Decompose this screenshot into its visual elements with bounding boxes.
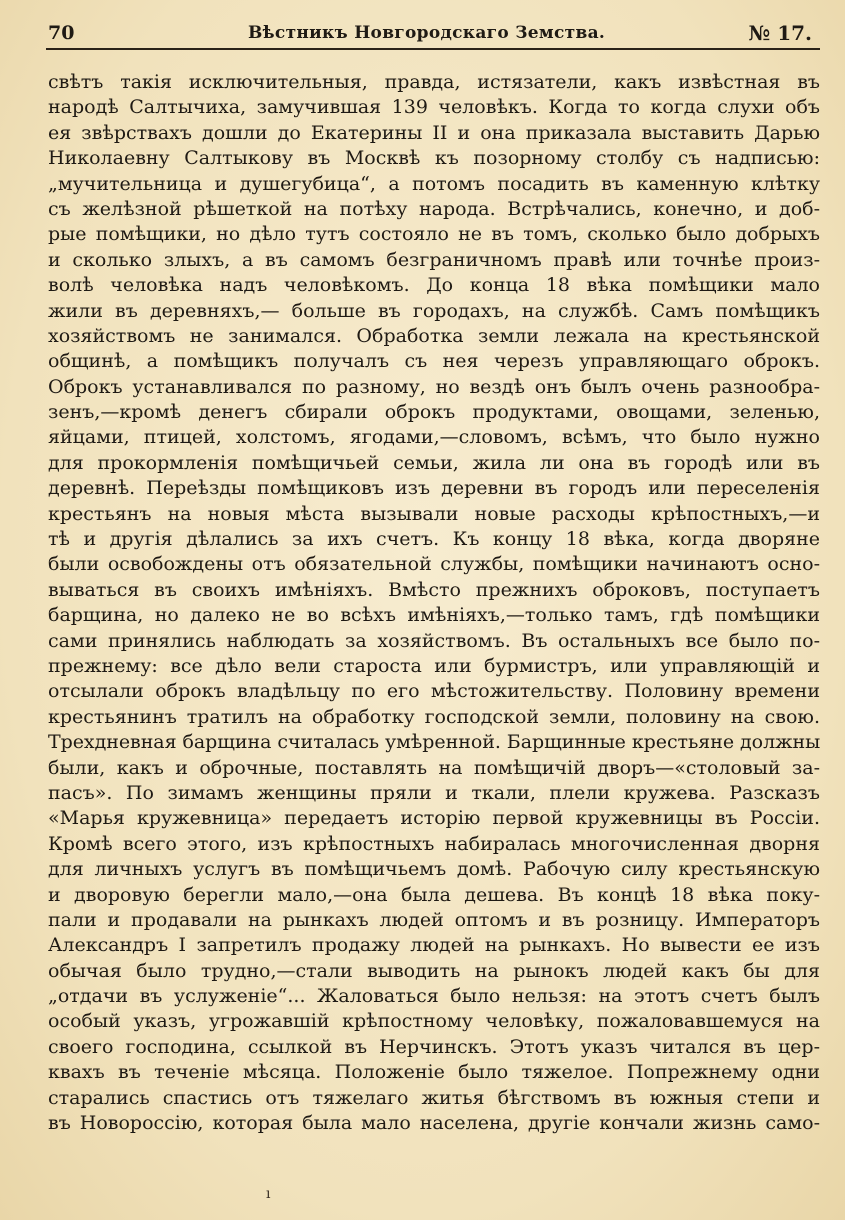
text-line: свѣтъ такія исключительныя, правда, истязатели, какъ извѣстная въ: [48, 71, 820, 93]
text-line: отсылали оброкъ владѣльцу по его мѣстожительству. Половину времени: [48, 680, 820, 703]
text-line: были освобождены отъ обязательной службы, помѣщики начинаютъ осно-: [48, 553, 820, 576]
text-line: пасъ». По зимамъ женщины пряли и ткали, плели кружева. Разсказъ: [48, 781, 820, 804]
text-line: съ желѣзной рѣшеткой на потѣху народа. Встрѣчались, конечно, и доб-: [48, 197, 820, 220]
text-line: Александръ I запретилъ продажу людей на рынкахъ. Но вывести ее изъ: [48, 934, 820, 957]
text-line: были, какъ и оброчные, поставлять на помѣщичій дворъ—«столовый за-: [48, 756, 820, 779]
text-line: деревнѣ. Переѣзды помѣщиковъ изъ деревни въ городъ или переселенія: [48, 477, 820, 500]
text-line: Кромѣ всего этого, изъ крѣпостныхъ набиралась многочисленная дворня: [48, 832, 820, 855]
text-line: старались спастись отъ тяжелаго житья бѣгствомъ въ южныя степи и: [48, 1086, 820, 1109]
page-number: 70: [48, 22, 75, 44]
text-line: въ Новороссію, которая была мало населена, другіе кончали жизнь само-: [48, 1112, 820, 1135]
header-rule: [46, 48, 820, 50]
text-line: своего господина, ссылкой въ Нерчинскъ. Этотъ указъ читался въ цер-: [48, 1035, 820, 1058]
text-line: Николаевну Салтыкову въ Москвѣ къ позорному столбу съ надписью:: [48, 147, 820, 170]
text-line: ея звѣрствахъ дошли до Екатерины II и она приказала выставить Дарью: [48, 121, 820, 144]
text-line: волѣ человѣка надъ человѣкомъ. До конца 18 вѣка помѣщики мало: [48, 274, 820, 297]
text-line: жили въ деревняхъ,— больше въ городахъ, на службѣ. Самъ помѣщикъ: [48, 299, 820, 322]
text-line: «Марья кружевница» передаетъ исторію первой кружевницы въ Россіи.: [48, 807, 820, 830]
text-line: рые помѣщики, но дѣло тутъ состояло не въ томъ, сколько было добрыхъ: [48, 223, 820, 246]
text-line: зенъ,—кромѣ денегъ сбирали оброкъ продуктами, овощами, зеленью,: [48, 401, 820, 424]
text-line: обычая было трудно,—стали выводить на рынокъ людей какъ бы для: [48, 959, 820, 982]
text-line: и сколько злыхъ, а въ самомъ безграничномъ правѣ или точнѣе произ-: [48, 248, 820, 271]
text-line: хозяйствомъ не занимался. Обработка земли лежала на крестьянской: [48, 324, 820, 347]
page-header: [48, 18, 818, 52]
text-line: Трехдневная барщина считалась умѣренной. Барщинные крестьяне должны: [48, 731, 820, 754]
text-line: для личныхъ услугъ въ помѣщичьемъ домѣ. Рабочую силу крестьянскую: [48, 858, 820, 881]
text-line: сами принялись наблюдать за хозяйствомъ. Въ остальныхъ все было по-: [48, 629, 820, 652]
text-line: барщина, но далеко не во всѣхъ имѣніяхъ,—только тамъ, гдѣ помѣщики: [48, 604, 820, 627]
footer-mark: ı: [266, 1186, 271, 1202]
text-line: для прокормленія помѣщичьей семьи, жила ли она въ городѣ или въ: [48, 451, 820, 474]
text-line: „отдачи въ услуженіе“... Жаловаться было нельзя: на этотъ счетъ былъ: [48, 985, 820, 1008]
text-line: тѣ и другія дѣлались за ихъ счетъ. Къ концу 18 вѣка, когда дворяне: [48, 528, 820, 551]
text-line: „мучительница и душегубица“, а потомъ посадить въ каменную клѣтку: [48, 172, 820, 195]
text-line: общинѣ, а помѣщикъ получалъ съ нея черезъ управляющаго оброкъ.: [48, 350, 820, 373]
text-line: квахъ въ теченіе мѣсяца. Положеніе было тяжелое. Попрежнему одни: [48, 1061, 820, 1084]
text-line: крестьянъ на новыя мѣста вызывали новые расходы крѣпостныхъ,—и: [48, 502, 820, 525]
text-line: особый указъ, угрожавшій крѣпостному человѣку, пожаловавшемуся на: [48, 1010, 820, 1033]
text-line: и дворовую берегли мало,—она была дешева. Въ концѣ 18 вѣка поку-: [48, 883, 820, 906]
text-line: Оброкъ устанавливался по разному, но вездѣ онъ былъ очень разнообра-: [48, 375, 820, 398]
text-line: пали и продавали на рынкахъ людей оптомъ и въ розницу. Императоръ: [48, 908, 820, 931]
text-line: вываться въ своихъ имѣніяхъ. Вмѣсто прежнихъ оброковъ, поступаетъ: [48, 578, 820, 601]
text-line: прежнему: все дѣло вели староста или бурмистръ, или управляющій и: [48, 654, 820, 677]
body-text: [48, 70, 820, 1136]
text-line: народѣ Салтычиха, замучившая 139 человѣкъ. Когда то когда слухи объ: [48, 96, 820, 119]
journal-title: Вѣстникъ Новгородскаго Земства.: [248, 23, 606, 43]
issue-number: № 17.: [748, 21, 812, 45]
text-line: крестьянинъ тратилъ на обработку господской земли, половину на свою.: [48, 705, 820, 728]
text-line: яйцами, птицей, холстомъ, ягодами,—словомъ, всѣмъ, что было нужно: [48, 426, 820, 449]
